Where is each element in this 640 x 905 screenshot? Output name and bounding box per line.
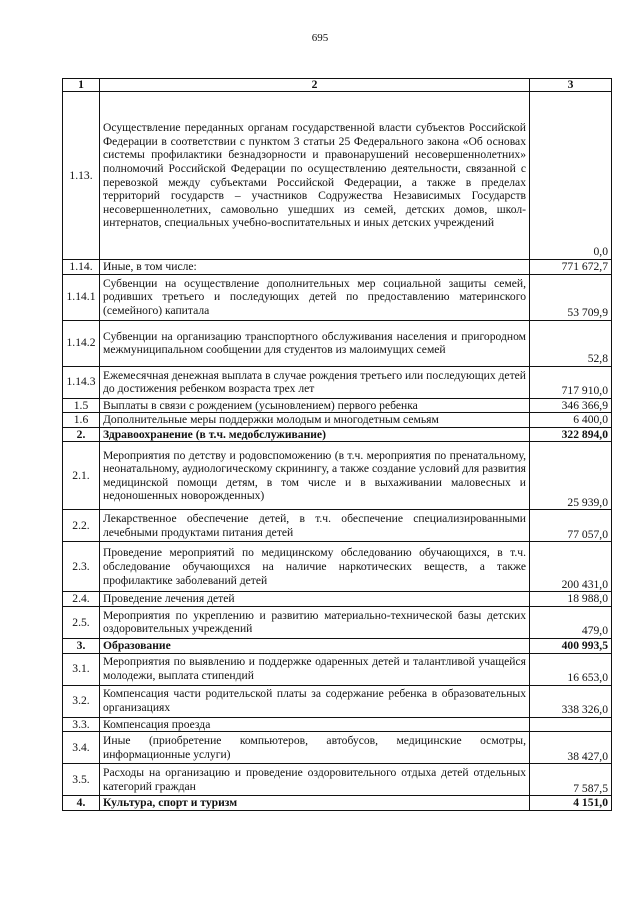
row-number: 4. xyxy=(63,796,100,811)
row-value: 200 431,0 xyxy=(530,542,612,592)
row-number: 1.5 xyxy=(63,398,100,413)
table-row xyxy=(63,764,612,796)
row-value: 52,8 xyxy=(530,320,612,366)
row-value: 338 326,0 xyxy=(530,685,612,717)
row-description: Дополнительные меры поддержки молодым и многодетным семьям xyxy=(100,413,530,428)
table-header-row xyxy=(63,79,612,92)
row-description: Проведение мероприятий по медицинскому обследованию обучающихся, в т.ч. обследование обучающихся на наличие наркотических веществ, а также профилактике заболеваний детей xyxy=(100,542,530,592)
column-header-name: 2 xyxy=(100,79,530,92)
table-row xyxy=(63,542,612,592)
row-value: 771 672,7 xyxy=(530,260,612,275)
row-value: 400 993,5 xyxy=(530,638,612,653)
table-row xyxy=(63,732,612,764)
row-number: 3.1. xyxy=(63,653,100,685)
table-row xyxy=(63,653,612,685)
row-number: 1.13. xyxy=(63,92,100,260)
row-value xyxy=(530,717,612,732)
row-description: Здравоохранение (в т.ч. медобслуживание) xyxy=(100,427,530,442)
table-row xyxy=(63,366,612,398)
row-description: Мероприятия по детству и родовспоможению (в т.ч. мероприятия по пренатальному, неонатальному, аудиологическому скринингу, а также создание условий для развития медицинской помощи детям, в том числе и в выхаживании маловесных и недоношенных новорожденных) xyxy=(100,442,530,510)
table-row xyxy=(63,260,612,275)
row-value: 18 988,0 xyxy=(530,592,612,607)
row-value: 346 366,9 xyxy=(530,398,612,413)
row-number: 3. xyxy=(63,638,100,653)
row-number: 2.3. xyxy=(63,542,100,592)
column-header-value: 3 xyxy=(530,79,612,92)
row-description: Осуществление переданных органам государственной власти субъектов Российской Федерации в соответствии с пунктом 3 статьи 25 Федерального закона «Об основах системы профилактики безнадзорности и правонарушений несовершеннолетних» полномочий Российской Федерации по осуществлению деятельности, связанной с перевозкой между субъектами Российской Федерации, а также в пределах территорий государств – участников Содружества Независимых Государств несовершеннолетних, самовольно ушедших из семей, детских домов, школ-интернатов, специальных учебно-воспитательных и иных детских учреждений xyxy=(100,92,530,260)
table-row xyxy=(63,442,612,510)
table-body xyxy=(63,92,612,811)
row-description: Мероприятия по укреплению и развитию материально-технической базы детских оздоровительных учреждений xyxy=(100,606,530,638)
row-description: Образование xyxy=(100,638,530,653)
row-number: 1.14.3 xyxy=(63,366,100,398)
table-row xyxy=(63,427,612,442)
row-number: 3.5. xyxy=(63,764,100,796)
row-description: Лекарственное обеспечение детей, в т.ч. обеспечение специализированными лечебными продуктами питания детей xyxy=(100,510,530,542)
table-row xyxy=(63,510,612,542)
row-number: 1.14.1 xyxy=(63,274,100,320)
row-number: 2.1. xyxy=(63,442,100,510)
row-number: 3.4. xyxy=(63,732,100,764)
row-number: 1.6 xyxy=(63,413,100,428)
row-description: Мероприятия по выявлению и поддержке одаренных детей и талантливой учащейся молодежи, выплата стипендий xyxy=(100,653,530,685)
table-row xyxy=(63,413,612,428)
row-description: Компенсация части родительской платы за содержание ребенка в образовательных организациях xyxy=(100,685,530,717)
table-row xyxy=(63,320,612,366)
row-description: Компенсация проезда xyxy=(100,717,530,732)
table-row xyxy=(63,796,612,811)
row-description: Выплаты в связи с рождением (усыновлением) первого ребенка xyxy=(100,398,530,413)
row-value: 77 057,0 xyxy=(530,510,612,542)
row-description: Культура, спорт и туризм xyxy=(100,796,530,811)
row-value: 6 400,0 xyxy=(530,413,612,428)
page-number: 695 xyxy=(311,32,329,44)
budget-table xyxy=(62,78,612,811)
row-number: 2.2. xyxy=(63,510,100,542)
row-value: 7 587,5 xyxy=(530,764,612,796)
row-number: 2. xyxy=(63,427,100,442)
row-number: 3.3. xyxy=(63,717,100,732)
row-value: 0,0 xyxy=(530,92,612,260)
table-row xyxy=(63,685,612,717)
row-value: 717 910,0 xyxy=(530,366,612,398)
row-value: 53 709,9 xyxy=(530,274,612,320)
table-row xyxy=(63,606,612,638)
table-row xyxy=(63,717,612,732)
table-row xyxy=(63,398,612,413)
row-number: 2.4. xyxy=(63,592,100,607)
row-value: 4 151,0 xyxy=(530,796,612,811)
row-description: Иные (приобретение компьютеров, автобусов, медицинские осмотры, информационные услуги) xyxy=(100,732,530,764)
row-description: Иные, в том числе: xyxy=(100,260,530,275)
row-description: Ежемесячная денежная выплата в случае рождения третьего или последующих детей до достижения ребенком возраста трех лет xyxy=(100,366,530,398)
row-number: 1.14.2 xyxy=(63,320,100,366)
column-header-number: 1 xyxy=(63,79,100,92)
row-number: 3.2. xyxy=(63,685,100,717)
row-value: 479,0 xyxy=(530,606,612,638)
row-description: Проведение лечения детей xyxy=(100,592,530,607)
row-value: 25 939,0 xyxy=(530,442,612,510)
row-description: Расходы на организацию и проведение оздоровительного отдыха детей отдельных категорий граждан xyxy=(100,764,530,796)
row-description: Субвенции на организацию транспортного обслуживания населения и пригородном межмуниципальном сообщении для студентов из малоимущих семей xyxy=(100,320,530,366)
row-value: 16 653,0 xyxy=(530,653,612,685)
table-row xyxy=(63,274,612,320)
row-number: 2.5. xyxy=(63,606,100,638)
row-number: 1.14. xyxy=(63,260,100,275)
table-row xyxy=(63,638,612,653)
row-value: 38 427,0 xyxy=(530,732,612,764)
row-description: Субвенции на осуществление дополнительных мер социальной защиты семей, родивших третьего и последующих детей по предоставлению материнского (семейного) капитала xyxy=(100,274,530,320)
row-value: 322 894,0 xyxy=(530,427,612,442)
table-row xyxy=(63,592,612,607)
table-row xyxy=(63,92,612,260)
